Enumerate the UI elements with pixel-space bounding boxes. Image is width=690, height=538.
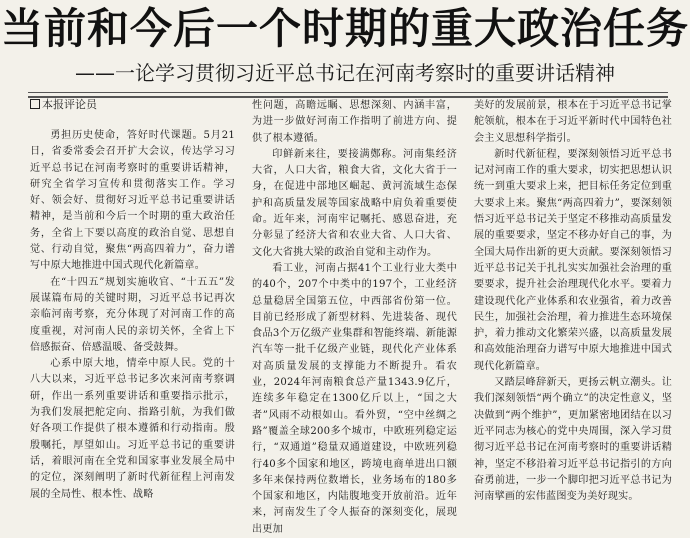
- byline: [30, 98, 97, 112]
- byline-text: 本报评论员: [42, 98, 97, 111]
- paragraph: 在“十四五”规划实施收官、“十五五”发展谋篇布局的关键时期，习近平总书记再次亲临河南考察，充分体现了对河南工作的高度重视，对河南人民的亲切关怀，全省上下倍感振奋、倍感温暖、备受鼓舞。: [30, 276, 235, 353]
- article-column-1: [30, 128, 235, 500]
- paragraph: 勇担历史使命，答好时代课题。5月21日，省委常委会召开扩大会议，传达学习习近平总书记在河南考察时的重要讲话精神，研究全省学习宣传和贯彻落实工作。学习好、领会好、贯彻好习近平总书记重要讲话精神，是当前和今后一个时期的重大政治任务，全省上下要以高度的政治自觉、思想自觉、行动自觉，聚焦“两高四着力”，奋力谱写中原大地推进中国式现代化新篇章。: [30, 130, 235, 272]
- article-column-2: [252, 98, 457, 535]
- paragraph: 又踏层峰辞新天，更扬云帆立潮头。让我们深刻领悟“两个确立”的决定性意义，坚决做到“两个维护”，更加紧密地团结在以习近平同志为核心的党中央周围，深入学习贯彻习近平总书记在河南考察时的重要讲话精神，坚定不移沿着习近平总书记指引的方向奋勇前进，一步一个脚印把习近平总书记为河南擘画的宏伟蓝图变为美好现实。: [474, 377, 672, 503]
- paragraph: 印鲜新来往，要接满鄭称。河南集经济大省，人口大省，粮食大省，文化大省于一身，在促进中部地区崛起、黄河流域生态保护和高质量发展等国家战略中肩负着重要使命。近年来，河南牢记嘱托、感恩奋进，充分彰显了经济大省和农业大省、人口大省、文化大省挑大梁的政治自觉和主动作为。: [252, 148, 457, 258]
- subtitle: ——一论学习贯彻习近平总书记在河南考察时的重要讲话精神: [75, 61, 615, 85]
- paragraph: 看工业，河南占据41个工业行业大类中的40个，207个中类中的197个，工业经济总量稳居全国第五位，中西部省份第一位。目前已经形成了新型材料、先进装备、现代食品3个万亿级产业集群和智能终端、新能源汽车等一批千亿级产业链，现代化产业体系对高质量发展的支撑能力不断提升。看农业，2024年河南粮食总产量1343.9亿斤，连续多年稳定在1300亿斤以上，“国之大者”风雨不动根如山。看外贸，“空中丝绸之路”覆盖全球200多个城市，中欧班列稳定运行，“双通道”稳量双通道建设，中欧班列稳行40多个国家和地区，跨境电商单进出口额多年来保持两位数增长，业务场布的180多个国家和地区，内陆腹地变开放前沿。近年来，河南发生了令人振奋的深刻变化，展现出更加: [252, 262, 457, 535]
- divider-line: [28, 92, 668, 93]
- paragraph: 心系中原大地，情牵中原人民。党的十八大以来，习近平总书记多次来河南考察调研，作出一系列重要讲话和重要指示批示，为我们发展把舵定向、指路引航，为我们做好各项工作提供了根本遵循和行动指南。殷殷嘱托，厚望如山。习近平总书记的重要讲话，着眼河南在全党和国家事业发展全局中的定位，深刻阐明了新时代新征程上河南发展的全局性、根本性、战略: [30, 358, 235, 500]
- paragraph: 美好的发展前景，根本在于习近平总书记掌舵领航，根本在于习近平新时代中国特色社会主义思想科学指引。: [474, 100, 672, 144]
- article-column-3: [474, 98, 672, 503]
- square-bullet-icon: [30, 99, 40, 109]
- headline: 当前和今后一个时期的重大政治任务: [0, 4, 689, 53]
- paragraph: 性问题，高瞻远瞩、思想深刻、内涵丰富，为进一步做好河南工作指明了前进方向、提供了根本遵循。: [252, 100, 457, 144]
- paragraph: 新时代新征程，要深刻领悟习近平总书记对河南工作的重大要求，切实把思想认识统一到重大要求上来，把目标任务定位到重大要求上来。聚焦“两高四着力”，要深刻领悟习近平总书记关于坚定不移推动高质量发展的重要要求，坚定不移办好自己的事，为全国大局作出新的更大贡献。要深刻领悟习近平总书记关于扎扎实实加强社会治理的重要要求，提升社会治理现代化水平。要着力建设现代化产业体系和农业强省，着力改善民生，加强社会治理，着力推进生态环境保护，着力推动文化繁荣兴盛，以高质量发展和高效能治理奋力谱写中原大地推进中国式现代化新篇章。: [474, 148, 672, 372]
